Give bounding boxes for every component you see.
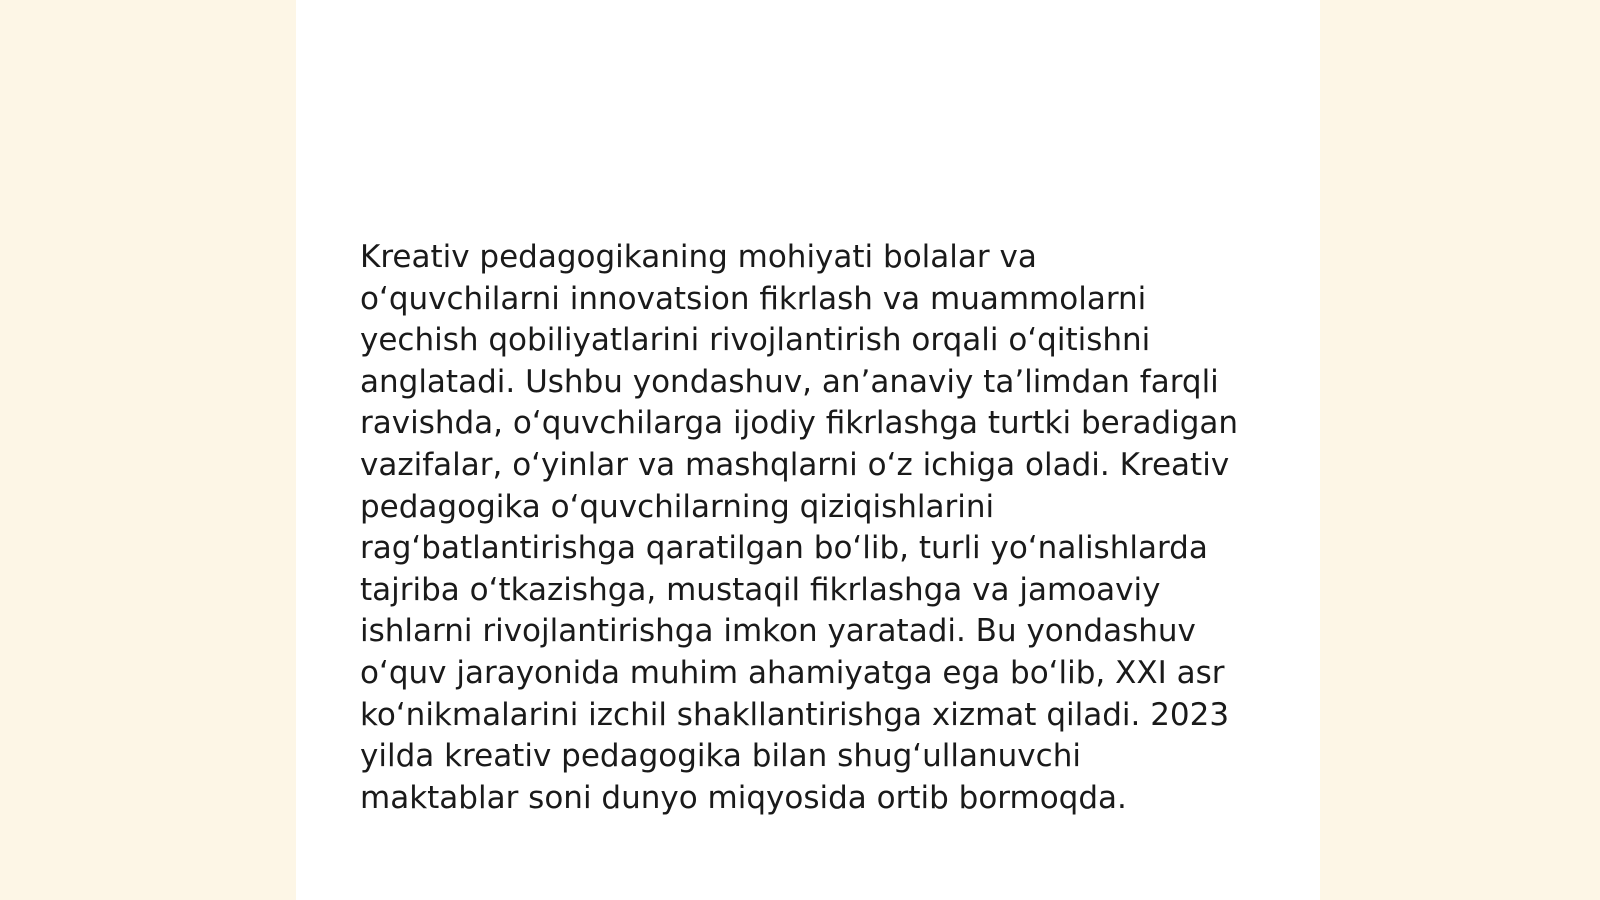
body-paragraph: Kreativ pedagogikaning mohiyati bolalar va o‘quvchilarni innovatsion fikrlash va muammolarni yechish qobiliyatlarini rivojlantirish orqali o‘qitishni anglatadi. Ushbu yondashuv, an’anaviy ta’limdan farqli ravishda, o‘quvchilarga ijodiy fikrlashga turtki beradigan vazifalar, o‘yinlar va mashqlarni o‘z ichiga oladi. Kreativ pedagogika o‘quvchilarning qiziqishlarini rag‘batlantirishga qaratilgan bo‘lib, turli yo‘nalishlarda tajriba o‘tkazishga, mustaqil fikrlashga va jamoaviy ishlarni rivojlantirishga imkon yaratadi. Bu yondashuv o‘quv jarayonida muhim ahamiyatga ega bo‘lib, XXI asr ko‘nikmalarini izchil shakllantirishga xizmat qiladi. 2023 yilda kreativ pedagogika bilan shug‘ullanuvchi maktablar soni dunyo miqyosida ortib bormoqda.	[360, 239, 1239, 816]
document-page	[296, 0, 1320, 900]
